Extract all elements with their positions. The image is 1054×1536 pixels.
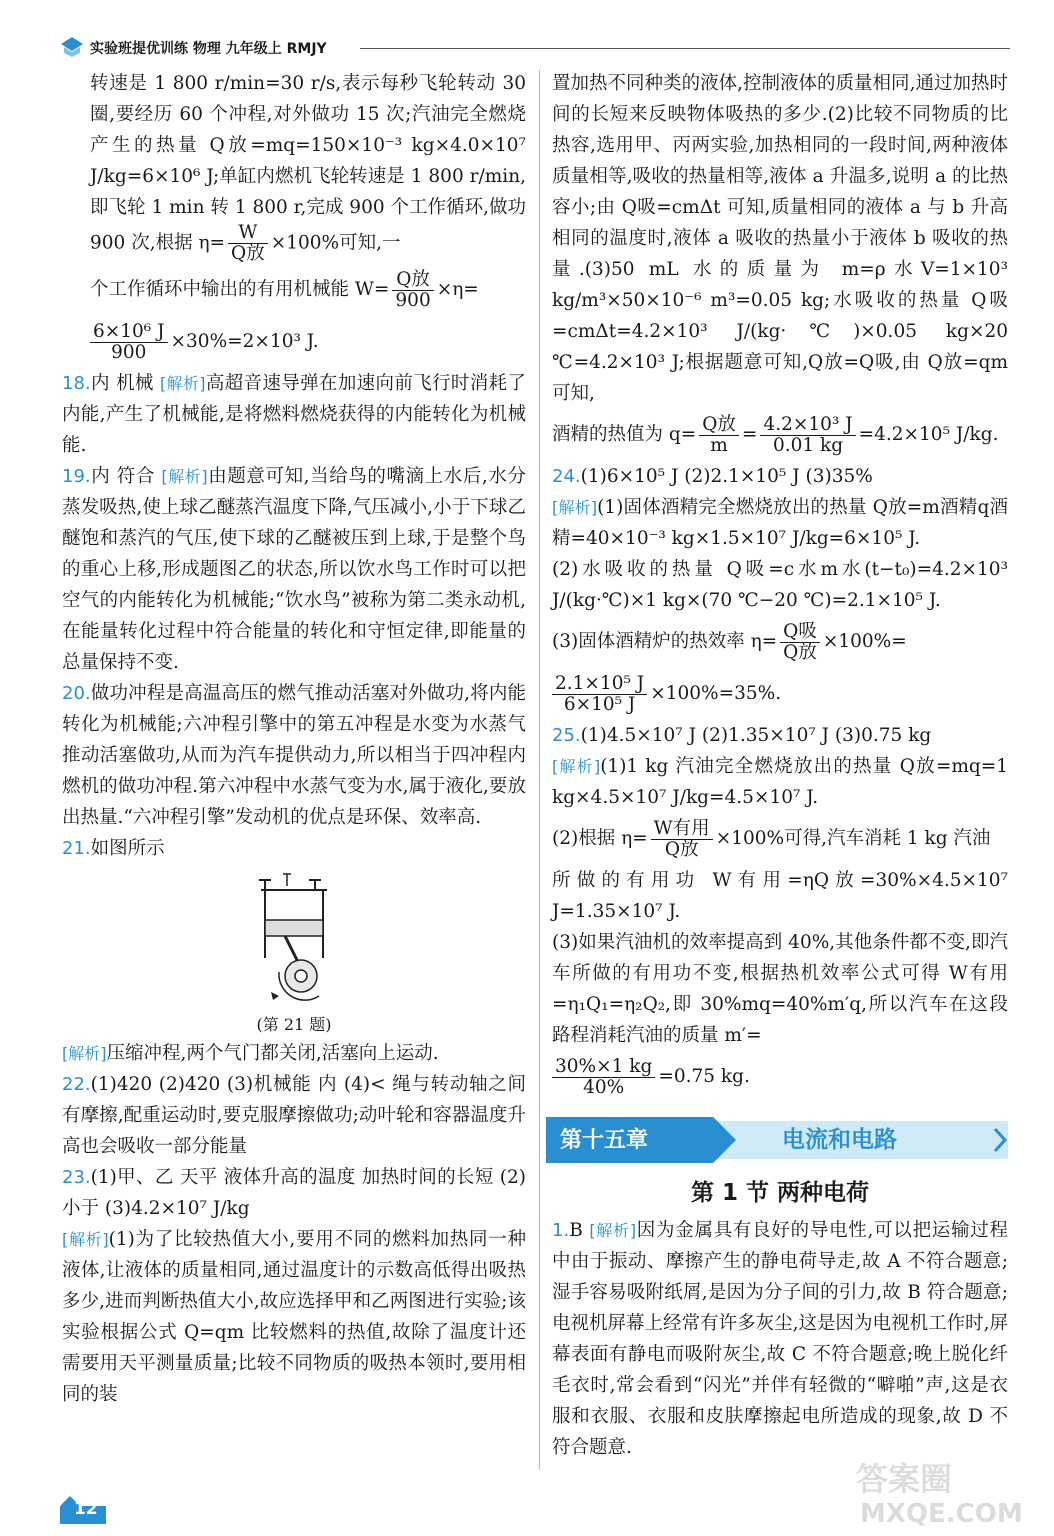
analysis-tag: [解析]: [160, 374, 206, 393]
fraction: $\frac{\text{6×10⁶ J}}{900}$: [90, 322, 168, 363]
chapter-title: 电流和电路: [782, 1127, 897, 1153]
left-column: [62, 68, 526, 1410]
q22: 22.(1)420 (2)420 (3)机械能 内 (4)< 绳与转动轴之间有摩擦,配重运动时,要克服摩擦做功;动叶轮和容器温度升高也会吸收一部分能量: [62, 1074, 526, 1157]
header-title: 实验班提优训练 物理 九年级上 RMJY: [90, 41, 327, 57]
fraction: $\frac{\text{2.1×10⁵ J}}{\text{6×10⁵ J}}$: [552, 674, 647, 715]
q24: 24.(1)6×10⁵ J (2)2.1×10⁵ J (3)35%: [552, 466, 873, 487]
q24-part2: (2)水吸收的热量 Q吸=c水m水(t−t₀)=4.2×10³ J/(kg·℃)×1 kg×(70 ℃−20 ℃)=2.1×10⁵ J.: [552, 559, 1008, 611]
chevron-right-icon: [992, 1127, 1008, 1153]
q17-continued: 转速是 1 800 r/min=30 r/s,表示每秒飞轮转动 30 圈,要经历 60 个冲程,对外做功 15 次;汽油完全燃烧产生的热量 Q放=mq=150×10⁻³ kg×4.0×10⁷ J/kg=6×10⁶ J;单缸内燃机飞轮转速是 1 800 r/min,即飞轮 1 min 转 1 800 r,完成 900 个工作循环,做功 900 次,根据 η= $\frac{W}{\text{Q放}}$ ×100%可知,一: [90, 73, 526, 264]
analysis-tag: [解析]: [552, 498, 598, 517]
fraction: $\frac{\text{Q放}}{m}$: [699, 415, 739, 456]
header-rule: [360, 48, 1010, 49]
q23-analysis: [解析](1)为了比较热值大小,要用不同的燃料加热同一种液体,让液体的质量相同,通过温度计的示数高低得出吸热多少,进而判断热值大小,故应选择甲和乙两图进行实验;该实验根据公式 Q=qm 比较燃料的热值,故除了温度计还需要用天平测量质量;比较不同物质的吸热本领时,要用相同的装: [62, 1229, 526, 1405]
q19: 19.内 符合 [解析]由题意可知,当给鸟的嘴滴上水后,水分蒸发吸热,使上球乙醚蒸汽温度下降,气压减小,小于下球乙醚饱和蒸汽的气压,使下球的乙醚被压到上球,于是整个鸟的重心上移,形成题图乙的状态,所以饮水鸟工作时可以把空气的内能转化为机械能;“饮水鸟”被称为第二类永动机,在能量转化过程中符合能量的转化和守恒定律,即能量的总量保持不变.: [62, 466, 526, 673]
svg-text:MXQE.COM: MXQE.COM: [860, 1499, 1023, 1528]
chapter-banner: [546, 1117, 1008, 1163]
q21-analysis: [解析]压缩冲程,两个气门都关闭,活塞向上运动.: [62, 1043, 439, 1064]
q25-part3: (3)如果汽油机的效率提高到 40%,其他条件都不变,即汽车所做的有用功不变,根据热机效率公式可得 W有用=η₁Q₁=η₂Q₂,即 30%mq=40%m′q,所以汽车在这段路程消耗汽油的质量 m′=: [552, 932, 1008, 1046]
analysis-tag: [解析]: [161, 467, 208, 486]
fraction: $\frac{\text{Q吸}}{\text{Q放}}$: [780, 622, 820, 663]
engine-figure: [62, 872, 526, 1008]
analysis-tag: [解析]: [589, 1221, 637, 1240]
watermark-logo: [846, 1456, 1036, 1528]
fraction: $\frac{\text{Q放}}{900}$: [392, 270, 433, 311]
q24-part3-result: $\frac{\text{2.1×10⁵ J}}{\text{6×10⁵ J}}$ ×100%=35%.: [552, 668, 1008, 720]
q17-line2: 个工作循环中输出的有用机械能 W= $\frac{\text{Q放}}{900}$ ×η=: [90, 268, 479, 311]
chapter-number: 第十五章: [560, 1128, 649, 1153]
q18: 18.内 机械 [解析]高超音速导弹在加速向前飞行时消耗了内能,产生了机械能,是将燃料燃烧获得的内能转化为机械能.: [62, 373, 526, 456]
analysis-tag: [解析]: [62, 1044, 107, 1063]
column-divider: [539, 70, 540, 1470]
q25-part3-result: $\frac{30\%\times 1 kg}{40\%}$ =0.75 kg.: [552, 1051, 1008, 1103]
fraction: $\frac{W}{\text{Q放}}$: [228, 223, 268, 264]
section-title: 第 1 节 两种电荷: [690, 1180, 870, 1206]
book-logo-icon: [60, 36, 84, 58]
q17-line3: $\frac{\text{6×10⁶ J}}{900}$ ×30%=2×10³ J.: [62, 316, 526, 368]
q25-part2: (2)根据 η= $\frac{\text{W有用}}{\text{Q放}}$ ×100%可得,汽车消耗 1 kg 汽油: [552, 817, 991, 860]
s1-q1: 1.B [解析]因为金属具有良好的导电性,可以把运输过程中由于振动、摩擦产生的静电荷导走,故 A 不符合题意;湿手容易吸附纸屑,是因为分子间的引力,故 B 符合题意;电视机屏幕上经常有许多灰尘,这是因为电视机工作时,屏幕表面有静电而吸附灰尘,故 C 不符合题意;晚上脱化纤毛衣时,常会看到“闪光”并伴有轻微的“噼啪”声,这是衣服和衣服、衣服和皮肤摩擦起电所造成的现象,故 D 不符合题意.: [552, 1220, 1008, 1458]
fraction: $\frac{\text{4.2×10³ J}}{0.01 kg}$: [760, 415, 855, 456]
fraction: $\frac{30\%\times 1 kg}{40\%}$: [552, 1057, 655, 1098]
q23-continued: 置加热不同种类的液体,控制液体的质量相同,通过加热时间的长短来反映物体吸热的多少.(2)比较不同物质的比热容,选用甲、丙两实验,加热相同的一段时间,两种液体质量相等,吸收的热量相等,液体 a 升温多,说明 a 的比热容小;由 Q吸=cmΔt 可知,质量相同的液体 a 与 b 升高相同的温度时,液体 a 吸收的热量小于液体 b 吸收的热量.(3)50 mL 水的质量为 m=ρ水V=1×10³ kg/m³×50×10⁻⁶ m³=0.05 kg;水吸收的热量 Q吸=cmΔt=4.2×10³ J/(kg·℃)×0.05 kg×20 ℃=4.2×10³ J;根据题意可知,Q放=Q吸,由 Q放=qm 可知,: [552, 73, 1008, 404]
analysis-tag: [解析]: [552, 757, 601, 776]
cylinder-diagram: [249, 872, 339, 1008]
fraction: $\frac{\text{W有用}}{\text{Q放}}$: [651, 819, 713, 860]
q23: 23.(1)甲、乙 天平 液体升高的温度 加热时间的长短 (2)小于 (3)4.2×10⁷ J/kg: [62, 1167, 526, 1219]
analysis-tag: [解析]: [62, 1230, 109, 1249]
q20: 20.做功冲程是高温高压的燃气推动活塞对外做功,将内能转化为机械能;六冲程引擎中的第五冲程是水变为水蒸气推动活塞做功,从而为汽车提供动力,所以相当于四冲程内燃机的做功冲程.第六冲程中水蒸气变为水,属于液化,要放出热量.“六冲程引擎”发动机的优点是环保、效率高.: [62, 683, 526, 828]
q21: 21.如图所示: [62, 838, 165, 859]
q25-analysis: [解析](1)1 kg 汽油完全燃烧放出的热量 Q放=mq=1 kg×4.5×10⁷ J/kg=4.5×10⁷ J.: [552, 756, 1008, 808]
page-header: [60, 34, 1010, 62]
svg-text:答案圈: 答案圈: [856, 1460, 953, 1498]
figure-caption: (第 21 题): [256, 1015, 332, 1034]
q24-analysis: [解析](1)固体酒精完全燃烧放出的热量 Q放=m酒精q酒精=40×10⁻³ kg×1.5×10⁷ J/kg=6×10⁵ J.: [552, 497, 1008, 549]
page-number: 12: [60, 1496, 106, 1524]
q24-part3: (3)固体酒精炉的热效率 η= $\frac{\text{Q吸}}{\text{Q放}}$ ×100%=: [552, 620, 907, 663]
q23-result: 酒精的热值为 q= $\frac{\text{Q放}}{m}$ = $\frac{\text{4.2×10³ J}}{0.01 kg}$ =4.2×10⁵ J/kg.: [552, 413, 999, 456]
q25-part2b: 所做的有用功 W有用=ηQ放=30%×4.5×10⁷ J=1.35×10⁷ J.: [552, 870, 1008, 922]
q25: 25.(1)4.5×10⁷ J (2)1.35×10⁷ J (3)0.75 kg: [552, 725, 932, 746]
right-column: [552, 68, 1008, 1463]
